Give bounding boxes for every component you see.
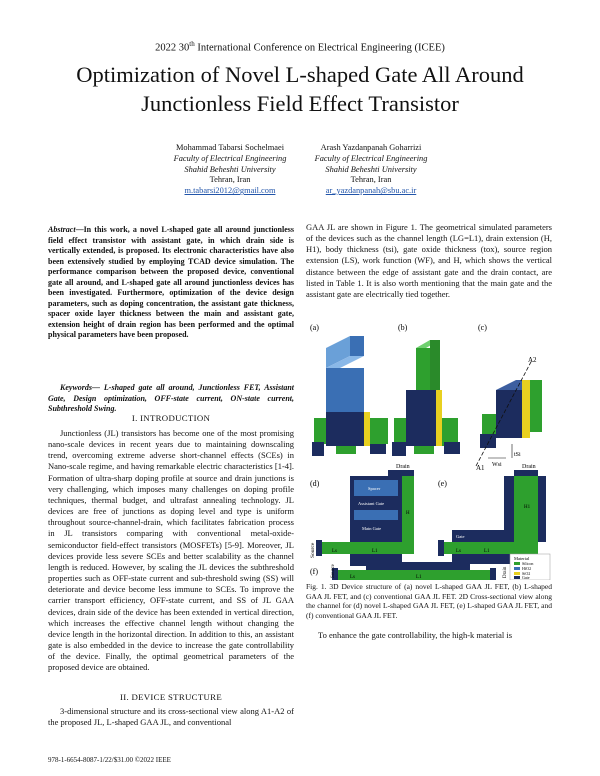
e-gate-label: Gate (456, 534, 465, 539)
device-3d-a (312, 336, 388, 456)
e-l1-label: L1 (484, 549, 490, 554)
right-column-text: GAA JL are shown in Figure 1. The geometrical simulated parameters of the devices such as the channel length (LG=L1), drain extension (H, H1), body thickness (tsi), gate oxide thickness (tox), source region extension (LS), work function (WF), and H, which shows the vertical distance between the edge of assistant gate and the drain contact, are listed in Table 1. It is also worth mentioning that the main gate and the assistant gate are electrically tied together. (306, 222, 552, 299)
intro-text: Junctionless (JL) transistors has become one of the most promising nano-scale devices in recent years due to maintaining downscaling trend, overcoming extreme adverse short-channel effects (SCEs) in Nano-scale regime, and having remarkable electric characteristics [1-4]. Formation of ultra-sharp doping profile at source and drain junctions is very challenging, which imposes many challenges on doping profile techniques, thermal budget, and ultrafast annealing technology. JL devices are free of junctions as doping level and type is uniform throughout source-channel-drain, which facilitates fabrication process in JL transistors comparing with conventional metal-oxide-semiconductor field-effect transistors (MOSFETs) [5-9]. Moreover, JL devices provide less severe SCEs and better scalability as the channel length is reduced. However, by scaling the JL devices the subthreshold properties such as OFF-state current and sub-threshold swing (SS) will deteriorate and device become less immune to SCEs. To improve the carrier transport efficiency, OFF-state current, and SS of JL GAA devices, drain side of the device has been extended in vertical direction, which increases the effective channel length without changing the device length in the horizontal direction. In addition to this, an assistant gate is also embedded in the device to increase the gate controllability of the device. Finally, the optimal geometrical parameters of the proposed device are obtained. (48, 428, 294, 673)
device-3d-c (476, 356, 542, 472)
spacer-label: Spacer (368, 486, 381, 491)
main-gate-label: Main Gate (362, 526, 382, 531)
page-footer: 978-1-6654-8087-1/22/$31.00 ©2022 IEEE (48, 756, 171, 764)
f-drain-label: Drain (503, 566, 508, 578)
a1-label: A1 (476, 464, 485, 472)
author-2: Arash Yazdanpanah Goharrizi Faculty of Electrical Engineering Shahid Beheshti University Tehran, Iran ar_yazdanpanah@sbu.ac.ir (276, 143, 466, 197)
figure-caption: Fig. 1. 3D Device structure of (a) novel L-shaped GAA JL FET, (b) L-shaped GAA JL FET, and (c) conventional GAA JL FET. 2D Cross-sectional view along the channel for (d) novel L-shaped GAA JL FET, (e) L-shaped GAA JL FET, and (f) conventional GAA JL FET. (306, 582, 552, 621)
figure-legend (510, 554, 550, 580)
e-ls-label: Ls (456, 549, 461, 554)
conference-header: 2022 30th International Conference on Electrical Engineering (ICEE) (155, 40, 445, 54)
panel-d-label: (d) (310, 479, 320, 488)
panel-f-label: (f) (310, 567, 318, 576)
d-source-label: Source (310, 542, 316, 558)
section-device-title: II. DEVICE STRUCTURE (119, 692, 223, 702)
cross-section-e (438, 464, 546, 564)
keywords: Keywords— L-shaped gate all around, Junctionless FET, Assistant Gate, Design optimization, OFF-state current, ON-state current, Subthreshold Swing. (48, 383, 294, 414)
e-h1-label: H1 (524, 505, 531, 510)
wsi-label: Wsi (492, 462, 502, 468)
author-1-email[interactable]: m.tabarsi2012@gmail.com (184, 186, 276, 196)
f-source-label: Source (331, 564, 336, 578)
d-h-label: H (406, 511, 410, 516)
panel-e-label: (e) (438, 479, 447, 488)
panel-c-label: (c) (478, 323, 487, 332)
figure-1 (306, 318, 552, 580)
device-text: 3-dimensional structure and its cross-sectional view along A1-A2 of the proposed JL, L-shaped GAA JL, and conventional (48, 706, 294, 728)
section-intro-title: I. INTRODUCTION (131, 413, 211, 423)
svg-text:Silicon: Silicon (522, 561, 534, 566)
svg-text:SiO2: SiO2 (522, 571, 531, 576)
svg-text:Gate: Gate (522, 575, 530, 580)
device-3d-b (392, 340, 460, 456)
author-2-email[interactable]: ar_yazdanpanah@sbu.ac.ir (325, 186, 417, 196)
cross-section-d (310, 464, 414, 566)
e-drain-label: Drain (522, 464, 536, 470)
panel-b-label: (b) (398, 323, 408, 332)
d-l1-label: L1 (372, 549, 378, 554)
abstract: Abstract—In this work, a novel L-shaped gate all around junctionless field effect transistor with assistant gate, in which drain side is vertically extended, is proposed. Its electronic characteristics have also been extensively studied by employing TCAD device simulation. The performance comparison between the proposed device, conventional gate all around, and L-shaped gate all around junctionless devices has been investigated. Furthermore, optimization of the device design parameters, such as doping concentration, the assistant gate thickness, spacer oxide layer thickness between the main and assistant gate, extension height of drain region has been performed and the optimal physical parameters have been proposed. (48, 225, 294, 340)
d-drain-label: Drain (396, 464, 410, 470)
f-l1-label: L1 (416, 575, 422, 580)
d-ls-label: Ls (332, 549, 337, 554)
author-1: Mohammad Tabarsi Sochelmaei Faculty of Electrical Engineering Shahid Beheshti University Tehran, Iran m.tabarsi2012@gmail.com (135, 143, 325, 197)
svg-text:Material: Material (514, 556, 530, 561)
a2-label: A2 (528, 356, 537, 364)
panel-a-label: (a) (310, 323, 319, 332)
assistant-gate-label: Assistant Gate (358, 501, 385, 506)
tsi-label: tSi (514, 452, 521, 458)
f-ls-label: Ls (350, 575, 355, 580)
svg-text:HfO2: HfO2 (522, 566, 532, 571)
last-paragraph: To enhance the gate controllability, the high-k material is (318, 630, 513, 640)
paper-title: Optimization of Novel L-shaped Gate All Around Junctionless Field Effect Transistor (76, 62, 524, 116)
